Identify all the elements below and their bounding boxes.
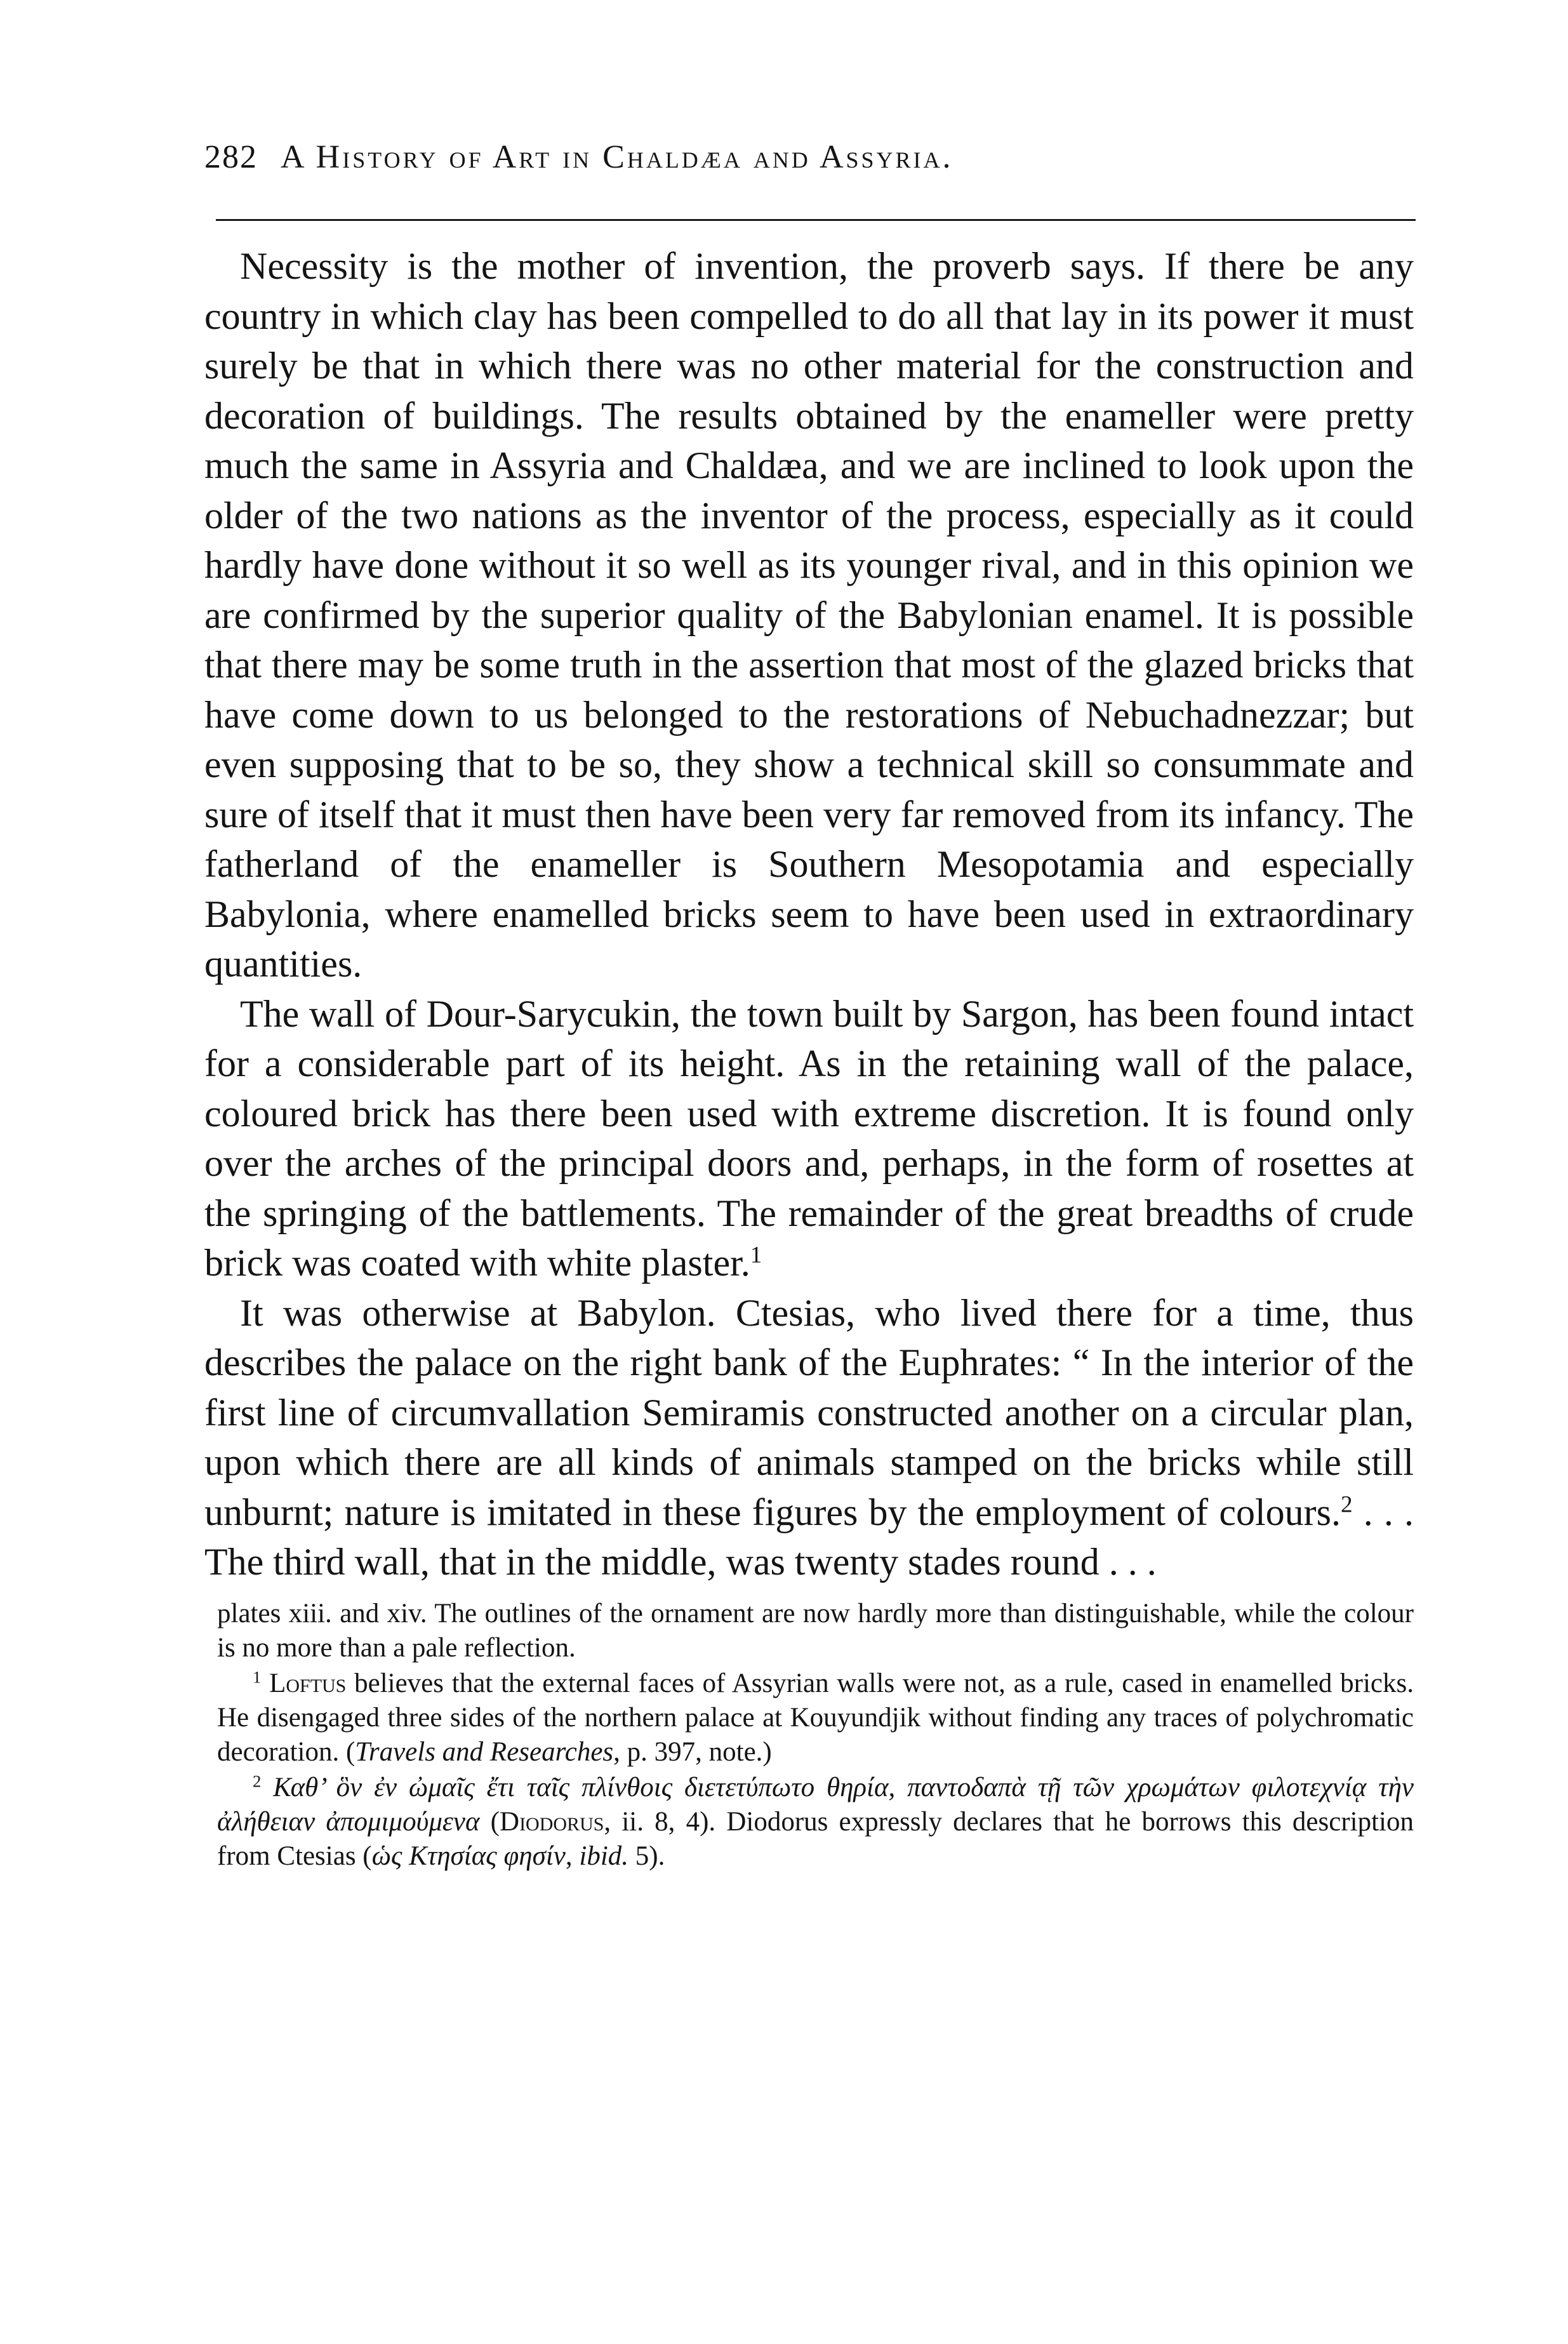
footnote-text: , bbox=[565, 1841, 580, 1871]
paragraph bbox=[204, 989, 1414, 1288]
paragraph: Necessity is the mother of invention, the proverb says. If there be any country in which clay has been compelled to do all that lay in its power it must surely be that in which there was no other material for the construction and decoration of buildings. The results obtained by the enameller were pretty much the same in Assyria and Chaldæa, and we are inclined to look upon the older of the two nations as the inventor of the process, especially as it could hardly have done without it so well as its younger rival, and in this opinion we are confirmed by the superior quality of the Babylonian enamel. It is possible that there may be some truth in the assertion that most of the glazed bricks that have come down to us belonged to the restorations of Nebuchadnezzar; but even supposing that to be so, they show a technical skill so consummate and sure of itself that it must then have been very far removed from its infancy. The fatherland of the enameller is Southern Mesopotamia and especially Babylonia, where enamelled bricks seem to have been used in extraordinary quantities. bbox=[204, 245, 1414, 985]
header-rule bbox=[216, 219, 1416, 221]
greek-quote: ὡς Κτησίας φησίν bbox=[371, 1841, 566, 1871]
footnote-marker: 2 bbox=[253, 1771, 262, 1791]
page-number: 282 bbox=[204, 139, 258, 175]
work-title: Travels and Researches bbox=[355, 1737, 614, 1767]
footnote-ref[interactable]: 2 bbox=[1340, 1491, 1353, 1518]
paragraph-text: . . . The third wall, that in the middle, was twenty stades round . . . bbox=[204, 1491, 1414, 1583]
footnotes bbox=[217, 1597, 1414, 1875]
footnote-text: , ii. 8, 4). Diodorus expressly declares that he borrows this description from Ctesias ( bbox=[217, 1807, 1414, 1871]
footnote-author: Loftus bbox=[269, 1668, 347, 1698]
paragraph-text: It was otherwise at Babylon. Ctesias, who lived there for a time, thus describes the palace on the right bank of the Euphrates: “ In the interior of the first line of circumvallation Semiramis constructed another on a circular plan, upon which there are all kinds of animals stamped on the bricks while still unburnt; nature is imitated in these figures by the employment of colours. bbox=[204, 1291, 1414, 1533]
footnote-text: ( bbox=[479, 1807, 500, 1837]
footnote-2 bbox=[217, 1771, 1414, 1874]
running-title: A History of Art in Chaldæa and Assyria. bbox=[281, 139, 953, 175]
main-text bbox=[204, 241, 1414, 1587]
footnote-text: , p. 397, note.) bbox=[613, 1737, 772, 1767]
running-header bbox=[204, 138, 1411, 183]
paragraph bbox=[204, 1288, 1414, 1587]
footnote-continuation: plates xiii. and xiv. The outlines of the ornament are now hardly more than distinguishable, while the colour is no more than a pale reflection. bbox=[217, 1599, 1414, 1663]
footnote-author: Diodorus bbox=[500, 1807, 604, 1837]
paragraph-text: The wall of Dour-Sarycukin, the town built by Sargon, has been found intact for a considerable part of its height. As in the retaining wall of the palace, coloured brick has there been used with extreme discretion. It is found only over the arches of the principal doors and, perhaps, in the form of rosettes at the springing of the battlements. The remainder of the great breadths of crude brick was coated with white plaster. bbox=[204, 992, 1414, 1284]
footnote-1 bbox=[217, 1667, 1414, 1769]
greek-quote: Καθ’ ὃν ἐν ὠμαῖς ἔτι ταῖς πλίνθοις διετετύπωτο θηρία, παντοδαπὰ τῇ τῶν χρωμάτων φιλοτεχνίᾳ τὴν ἀλήθειαν ἀπομιμούμενα bbox=[217, 1773, 1414, 1837]
footnote-text: believes that the external faces of Assyrian walls were not, as a rule, cased in enamelled bricks. He disengaged three sides of the northern palace at Kouyundjik without finding any traces of polychromatic decoration. ( bbox=[217, 1668, 1414, 1767]
footnote-text: 5). bbox=[628, 1841, 665, 1871]
footnote-marker: 1 bbox=[253, 1667, 262, 1687]
ibid: ibid. bbox=[579, 1841, 629, 1871]
footnote-ref[interactable]: 1 bbox=[750, 1242, 762, 1269]
